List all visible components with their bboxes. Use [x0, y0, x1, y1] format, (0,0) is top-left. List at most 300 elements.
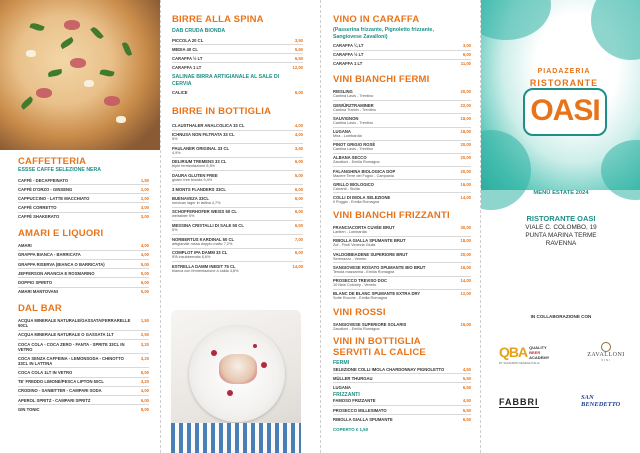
bianchi-frizzanti-title: VINI BIANCHI FRIZZANTI [333, 210, 450, 222]
item-divider [18, 353, 149, 354]
item-name: COCA COLA 1LT IN VETRO [18, 369, 73, 375]
menu-item [333, 265, 471, 274]
collab-label: IN COLLABORAZIONE CON [530, 314, 592, 319]
calice-title-line2: SERVITI AL CALICE [333, 347, 426, 359]
item-price: 3,20 [140, 379, 149, 385]
item-price: 6,50 [462, 416, 471, 422]
item-price: 14,00 [460, 194, 471, 200]
qba-logo [499, 344, 561, 364]
menu-item [333, 408, 471, 413]
item-description: triple fermentazione 8,5% [172, 164, 216, 169]
item-text [333, 225, 457, 234]
item-price: 5,50 [462, 375, 471, 381]
item-divider [333, 153, 471, 154]
item-name: PINOT GRIGIO ROSÉ [333, 142, 376, 148]
item-price: 14,00 [460, 278, 471, 284]
item-divider [172, 207, 303, 208]
rossi-title: VINI ROSSI [333, 306, 386, 318]
menu-item [333, 169, 471, 178]
coperto-note: COPERTO € 1,50 [333, 426, 369, 432]
item-text [172, 237, 289, 246]
item-price: 11,00 [460, 61, 471, 67]
item-description: Mira - Lombardia [333, 133, 362, 138]
item-price: 2,50 [140, 332, 149, 338]
menu-item [18, 262, 149, 267]
item-text [333, 155, 457, 164]
item-name: DOPPIO SPIRITO [18, 280, 53, 285]
item-description: gluten free bionda 5,4% [172, 178, 213, 183]
item-text [172, 159, 289, 168]
bottiglia-title: BIRRE IN BOTTIGLIA [172, 106, 272, 118]
menu-item [333, 61, 471, 66]
item-name: NORBERTUS KARDINAL 50 CL [172, 236, 235, 242]
item-text [333, 322, 457, 331]
item-price: 5,50 [462, 407, 471, 413]
item-name: SAUVIGNON [333, 115, 359, 121]
item-description: weissbier 5% [172, 214, 195, 219]
item-name: GIN TONIC [18, 406, 40, 412]
amari-title: AMARI E LIQUORI [18, 228, 104, 240]
menu-item [18, 379, 149, 384]
item-price: 5,00 [294, 173, 303, 179]
item-name: MEDIA 40 CL [172, 46, 198, 52]
item-divider [333, 50, 471, 51]
item-divider [18, 339, 149, 340]
item-price: 6,50 [294, 55, 303, 61]
item-name: CAPPUCCINO - LATTE MACCHIATO [18, 195, 90, 201]
item-price: 1,50 [140, 177, 149, 183]
menu-item [18, 196, 149, 201]
item-description: 10 New Colonny - Veneto [333, 283, 377, 288]
item-name: CARAFFA ½ LT [172, 55, 203, 61]
menu-item [172, 187, 303, 192]
item-description: bianca con fermentazione a calda 4,8% [172, 268, 239, 273]
item-price: 3,50 [294, 37, 303, 43]
menu-item [333, 129, 471, 138]
menu-item [333, 142, 471, 151]
caraffa-title: VINO IN CARAFFA [333, 14, 420, 25]
address-line: VIALE C. COLOMBO, 19 [525, 224, 597, 231]
item-divider [333, 262, 471, 263]
item-price: 16,00 [460, 264, 471, 270]
item-price: 3,20 [140, 341, 149, 347]
item-divider [333, 373, 471, 374]
item-divider [333, 179, 471, 180]
item-price: 6,00 [294, 209, 303, 215]
rossi-list [333, 322, 471, 331]
item-divider [18, 386, 149, 387]
item-name: MESSINA CRISTALLI DI SALE 50 CL [172, 223, 244, 228]
item-divider [18, 395, 149, 396]
menu-item [172, 90, 303, 95]
item-divider [172, 248, 303, 249]
item-name: COLLI DI IMOLA SELEZIONE [333, 194, 391, 200]
item-divider [18, 287, 149, 288]
item-price: 6,00 [294, 90, 303, 96]
item-description: IPA insubbernata 6,6% [172, 255, 211, 260]
item-price: 5,00 [140, 261, 149, 267]
item-divider [172, 170, 303, 171]
zavalloni-tag: VINI [601, 358, 611, 362]
menu-item [333, 291, 471, 300]
item-description: Il Poggio - Emilia Romagna [333, 199, 380, 204]
item-name: CAFFÈ - DECAFFEINATO [18, 177, 69, 183]
item-text [333, 142, 457, 151]
item-divider [18, 250, 149, 251]
item-price: 1,50 [140, 318, 149, 324]
dalbar-title: DAL BAR [18, 303, 62, 315]
item-name: MÜLLER THURGAU [333, 375, 373, 381]
item-divider [172, 143, 303, 144]
item-price: 6,00 [140, 280, 149, 285]
item-price: 3,00 [462, 43, 471, 48]
menu-item [18, 280, 149, 285]
panel-left [0, 0, 160, 453]
item-divider [172, 130, 303, 131]
item-divider [172, 53, 303, 54]
menu-item [333, 52, 471, 57]
item-name: COCA COLA - COCA ZERO - FANTA - SPRITE 33CL IN VETRO [18, 341, 125, 352]
caffetteria-subtitle: ESSSE CAFFE SELEZIONE NERA [18, 167, 102, 173]
salinae-subtitle: SALINAE BIRRA ARTIGIANALE AL SALE DI CERVIA [172, 74, 280, 87]
salinae-list [172, 90, 303, 95]
item-text [172, 209, 289, 218]
item-name: AMARI MANTOVANI [18, 289, 58, 295]
fabbri-logo [499, 392, 547, 408]
item-name: CARAFFA ¼ LT [333, 43, 364, 48]
item-divider [333, 113, 471, 114]
item-divider [333, 166, 471, 167]
item-name: GRAPPA RISERVA (BIANCA O BARRICATA) [18, 261, 105, 267]
menu-item [333, 238, 471, 247]
item-divider [18, 193, 149, 194]
item-price: 16,00 [460, 181, 471, 187]
item-name: DELIRIUM TREMENS 33 CL [172, 159, 227, 165]
menu-item [333, 252, 471, 261]
menu-item [18, 332, 149, 337]
item-name: CLAUSTHALER ANALCOLICA 33 CL [172, 123, 245, 129]
item-divider [172, 44, 303, 45]
item-name: SANGIOVESE ROSATO SPUMANTE BIO BRUT [333, 264, 426, 270]
pizza-photo [0, 0, 160, 150]
item-name: CARAFFA 1 LT [172, 65, 202, 71]
qba-line3: ACADEMY [529, 354, 550, 360]
item-name: CARAFFA 1 LT [333, 61, 363, 67]
address-line: RAVENNA [545, 240, 577, 247]
item-price: 14,00 [292, 263, 303, 269]
menu-item [333, 367, 471, 372]
restaurant-name: RISTORANTE OASI [526, 214, 596, 223]
item-description: Sotte Rocche - Emilia Romagna [333, 296, 388, 301]
qba-line1: QUALITY [529, 344, 547, 350]
item-name: FAMOSO FRIZZANTE [333, 398, 376, 404]
item-divider [18, 377, 149, 378]
item-price: 4,00 [140, 388, 149, 394]
menu-item [172, 173, 303, 182]
menu-item [172, 146, 303, 155]
item-divider [18, 212, 149, 213]
item-text [172, 173, 289, 182]
menu-item [172, 123, 303, 128]
menu-item [333, 225, 471, 234]
logo-piadazeria: PIADAZERIA [537, 68, 591, 75]
item-description: Zof - Friuli Venezia Giulia [333, 243, 376, 248]
item-name: PROSECCO MILLESIMATO [333, 407, 387, 413]
item-divider [172, 184, 303, 185]
sanbenedetto-logo [581, 394, 631, 410]
menu-item [18, 398, 149, 403]
item-price: 3,00 [140, 205, 149, 211]
menu-item [18, 370, 149, 375]
item-text [172, 146, 289, 155]
item-text [333, 169, 457, 178]
item-price: 5,50 [294, 46, 303, 52]
item-price: 18,00 [460, 128, 471, 134]
bottiglia-list [172, 123, 303, 273]
item-name: GRILLO BIOLOGICO [333, 181, 374, 187]
item-name: CAFFÈ SHAKERATO [18, 214, 60, 220]
item-price: 6,50 [294, 223, 303, 228]
item-name: CAFFÈ CORRETTO [18, 205, 57, 211]
spina-list [172, 38, 303, 71]
item-name: ESTRELLA DAMM INEDIT 75 CL [172, 263, 236, 269]
address-line: PUNTA MARINA TERME [525, 232, 597, 239]
item-description: 4,9% [172, 150, 181, 155]
address-block [481, 214, 640, 248]
amari-list [18, 243, 149, 294]
menu-item [172, 56, 303, 61]
item-text [333, 278, 457, 287]
menu-item [18, 407, 149, 412]
item-divider [333, 289, 471, 290]
item-text [333, 291, 457, 300]
item-text [333, 116, 457, 125]
qba-letters: QBA [499, 344, 528, 360]
item-description: Cantina Lavis - Trentino [333, 147, 374, 152]
item-text [172, 250, 289, 259]
item-name: GRAPPA BIANCA - BARRICATA [18, 252, 81, 258]
item-divider [333, 140, 471, 141]
item-price: 6,00 [140, 369, 149, 375]
item-price: 8,00 [140, 406, 149, 412]
item-name: VALDOBBIADENE SUPERIORE BRUT [333, 251, 408, 257]
logo-ristorante: RISTORANTE [529, 78, 599, 88]
calice-frizzanti-label: FRIZZANTI [333, 391, 360, 398]
item-price: 20,00 [460, 168, 471, 174]
item-name: 3 MONTS FLANDERS 33CL [172, 186, 226, 192]
item-name: TE' FREDDO LIMONE/PESCA LIPTON 50CL [18, 379, 104, 385]
item-name: JEFFERSON ARANCIA E ROSMARINO [18, 270, 95, 276]
item-divider [333, 192, 471, 193]
item-divider [333, 382, 471, 383]
item-divider [333, 249, 471, 250]
item-price: 5,00 [140, 289, 149, 295]
item-description: mexican lager in lattina 4,7% [172, 200, 221, 205]
item-name: RIBOLLA GIALLA SPUMANTE BRUT [333, 238, 406, 244]
menu-item [333, 398, 471, 403]
menu-item [333, 155, 471, 164]
menu-item [18, 356, 149, 366]
item-price: 22,00 [460, 102, 471, 108]
bianchi-fermi-list [333, 89, 471, 204]
menu-item [172, 47, 303, 52]
menu-item [333, 182, 471, 191]
zavalloni-emblem [601, 342, 611, 352]
item-divider [172, 193, 303, 194]
menu-item [333, 278, 471, 287]
item-name: FRANCIACORTA CUVÉE BRUT [333, 225, 395, 231]
item-price: 4,00 [294, 123, 303, 129]
item-divider [18, 268, 149, 269]
item-name: CRODINO - SANBITTER - CAMPARI SODA [18, 388, 102, 394]
item-description: Cantina Lavis - Trentino [333, 120, 374, 125]
item-name: PICCOLA 20 CL [172, 37, 204, 43]
item-divider [18, 367, 149, 368]
menu-item [333, 322, 471, 331]
menu-item [18, 388, 149, 393]
menu-item [18, 205, 149, 210]
item-name: CAFFÈ D'ORZO - GINSENG [18, 186, 73, 192]
item-name: DAURA GLUTEN FREE [172, 173, 218, 179]
dalbar-list [18, 318, 149, 412]
item-divider [333, 236, 471, 237]
item-name: CALICE [172, 90, 188, 96]
menu-item [333, 376, 471, 381]
item-price: 4,00 [140, 252, 149, 258]
item-divider [172, 157, 303, 158]
item-price: 6,50 [462, 384, 471, 390]
item-text [172, 196, 289, 205]
item-divider [333, 414, 471, 415]
item-description: Serenazzo - Veneto [333, 256, 367, 261]
item-price: 18,00 [460, 238, 471, 244]
item-description: 5% [172, 228, 178, 232]
item-description: Zavalloni - Emilia Romagna [333, 326, 380, 331]
menu-item [18, 318, 149, 328]
item-description: Cantina Tramin - Trentino [333, 107, 376, 112]
menu-item [18, 243, 149, 248]
menu-item [18, 252, 149, 257]
item-text [333, 265, 457, 274]
item-divider [333, 405, 471, 406]
item-text [172, 264, 289, 273]
item-price: 3,20 [140, 355, 149, 361]
item-price: 20,00 [460, 155, 471, 161]
item-divider [333, 59, 471, 60]
item-price: 30,00 [460, 225, 471, 231]
item-price: 20,00 [460, 89, 471, 95]
caraffa-list [333, 43, 471, 66]
menu-item [333, 417, 471, 422]
item-name: SCHOFFERHOFER WEISS 50 CL [172, 209, 237, 215]
item-description: Zavalloni - Emilia Romagna [333, 160, 380, 165]
calice-fermi-list [333, 367, 471, 390]
menu-item [333, 43, 471, 48]
item-divider [18, 184, 149, 185]
menu-item [18, 342, 149, 352]
item-price: 12,00 [292, 65, 303, 71]
item-divider [172, 220, 303, 221]
item-text [333, 129, 457, 138]
zavalloni-name: ZAVALLONI [587, 352, 625, 358]
item-name: APEROL SPRITZ - CAMPARI SPRITZ [18, 397, 91, 403]
menu-item [172, 159, 303, 168]
panel-wines [320, 0, 480, 453]
item-divider [18, 404, 149, 405]
bianchi-frizzanti-list [333, 225, 471, 300]
item-text [333, 103, 457, 112]
qba-line2: BEER [529, 349, 541, 355]
item-price: 3,50 [294, 145, 303, 151]
item-price: 5,00 [140, 270, 149, 276]
item-price: 6,00 [462, 52, 471, 58]
menu-item [172, 132, 303, 141]
item-price: 2,00 [140, 195, 149, 201]
menu-item [333, 89, 471, 98]
menu-item [18, 214, 149, 219]
item-text [333, 89, 457, 98]
item-divider [18, 259, 149, 260]
spina-subtitle: DAB CRUDA BIONDA [172, 28, 226, 34]
item-description: Lantieri - Lombardia [333, 230, 367, 235]
spina-title: BIRRE ALLA SPINA [172, 14, 264, 25]
menu-item [172, 65, 303, 70]
item-name: BLANC DE BLANC SPUMANTE EXTRA DRY [333, 291, 421, 297]
item-description: Macere Terre del Fugno - Campania [333, 173, 394, 178]
item-price: 20,00 [460, 142, 471, 148]
menu-item [18, 187, 149, 192]
item-price: 12,00 [460, 291, 471, 297]
menu-item [333, 116, 471, 125]
item-price: 6,00 [294, 195, 303, 201]
item-name: ACQUA MINERALE NATURALE/GASSATA/FERRARELLE 50CL [18, 318, 131, 329]
item-divider [333, 276, 471, 277]
item-description: Cantina Lavis - Trentino [333, 94, 374, 99]
menu-item [18, 289, 149, 294]
item-price: 2,00 [140, 186, 149, 192]
item-price: 6,00 [140, 397, 149, 403]
item-divider [172, 62, 303, 63]
menu-item [18, 271, 149, 276]
item-price: 18,00 [460, 115, 471, 121]
dessert-photo [171, 310, 301, 453]
item-name: RIBOLLA GIALLA SPUMANTE [333, 416, 393, 422]
item-text [333, 238, 457, 247]
calice-title-line1: VINI IN BOTTIGLIA [333, 336, 421, 348]
item-text [333, 252, 457, 261]
item-price: 4,50 [462, 398, 471, 404]
calice-frizzanti-list [333, 398, 471, 421]
sanbenedetto-name: SAN BENEDETTO [581, 394, 621, 408]
item-name: RIESLING [333, 89, 353, 95]
menu-item [172, 250, 303, 259]
item-text [333, 195, 457, 204]
menu-item [172, 223, 303, 232]
caffetteria-title: CAFFETTERIA [18, 156, 87, 167]
item-price: 16,00 [460, 321, 471, 327]
item-name: BUENAVEZA 33CL [172, 195, 209, 201]
item-divider [172, 261, 303, 262]
item-description: Carranti - Sicilia [333, 186, 360, 191]
menu-item [172, 237, 303, 246]
item-price: 4,00 [294, 132, 303, 138]
item-name: ALBANA SECCO [333, 155, 367, 161]
item-description: Tenuta mazzarina - Emilia Romagna [333, 269, 395, 274]
item-divider [18, 277, 149, 278]
item-description: 5% [172, 137, 178, 142]
menu-item [172, 38, 303, 43]
calice-fermi-label: FERMI [333, 360, 350, 367]
